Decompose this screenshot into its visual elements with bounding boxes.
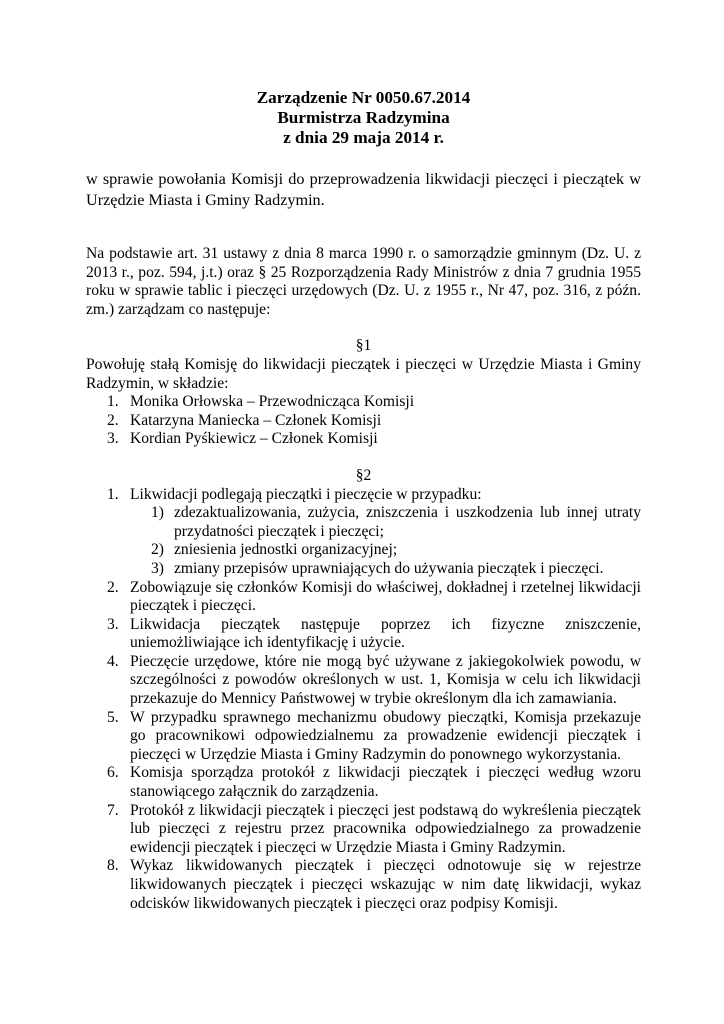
sub-list-item-text: zdezaktualizowania, zużycia, zniszczenia i uszkodzenia lub innej utraty przydatności pieczątek i pieczęci; bbox=[174, 504, 641, 540]
section-2-heading: §2 bbox=[355, 466, 372, 484]
list-item-text: Zobowiązuje się członków Komisji do właściwej, dokładnej i rzetelnej likwidacji pieczątek i pieczęci. bbox=[130, 578, 641, 615]
list-item bbox=[86, 802, 641, 858]
sub-list-item-number: 1) bbox=[151, 504, 164, 522]
list-item bbox=[86, 430, 641, 449]
list-item-number: 4. bbox=[107, 652, 119, 670]
list-item-text: Pieczęcie urzędowe, które nie mogą być używane z jakiegokolwiek powodu, w szczególności z powodów określonych w ust. 1, Komisja w celu ich likwidacji przekazuje do Mennicy Państwowej w trybie określonym dla ich zamawiania. bbox=[130, 652, 641, 708]
list-item-number: 1. bbox=[107, 485, 119, 503]
list-item bbox=[86, 653, 641, 709]
document-page bbox=[86, 88, 641, 913]
list-item bbox=[86, 709, 641, 765]
list-item-text: Kordian Pyśkiewicz – Członek Komisji bbox=[130, 430, 378, 448]
list-item bbox=[86, 764, 641, 801]
section-1-intro: Powołuję stałą Komisję do likwidacji pieczątek i pieczęci w Urzędzie Miasta i Gminy Radzymin, w składzie: bbox=[86, 355, 641, 392]
document-title bbox=[86, 88, 641, 148]
list-item-text: Monika Orłowska – Przewodnicząca Komisji bbox=[130, 393, 415, 411]
list-item-text: Likwidacja pieczątek następuje poprzez ich fizyczne zniszczenie, uniemożliwiające ich identyfikację i użycie. bbox=[130, 615, 641, 652]
sub-list-item bbox=[130, 541, 641, 560]
legal-basis: Na podstawie art. 31 ustawy z dnia 8 marca 1990 r. o samorządzie gminnym (Dz. U. z 2013 r., poz. 594, j.t.) oraz § 25 Rozporządzenia Rady Ministrów z dnia 7 grudnia 1955 roku w sprawie tablic i pieczęci urzędowych (Dz. U. z 1955 r., Nr 47, poz. 316, z późn. zm.) zarządzam co następuje: bbox=[86, 245, 641, 318]
list-item bbox=[86, 616, 641, 653]
list-item-text: Likwidacji podlegają pieczątki i pieczęcie w przypadku: bbox=[130, 485, 482, 503]
list-item bbox=[86, 857, 641, 913]
list-item-number: 7. bbox=[107, 801, 119, 819]
sub-list-item-text: zniesienia jednostki organizacyjnej; bbox=[174, 541, 398, 559]
title-line-1: Zarządzenie Nr 0050.67.2014 bbox=[256, 88, 471, 107]
sub-list-item bbox=[130, 560, 641, 579]
title-line-3: z dnia 29 maja 2014 r. bbox=[283, 128, 444, 147]
list-item-number: 5. bbox=[107, 708, 119, 726]
list-item-text: Komisja sporządza protokół z likwidacji pieczątek i pieczęci według wzoru stanowiącego załącznik do zarządzenia. bbox=[130, 764, 641, 801]
list-item-number: 1. bbox=[107, 393, 119, 411]
list-item-number: 3. bbox=[107, 615, 119, 633]
list-item bbox=[86, 579, 641, 616]
section-2-list bbox=[86, 486, 641, 914]
list-item-text: Katarzyna Maniecka – Członek Komisji bbox=[130, 411, 382, 429]
document-subject: w sprawie powołania Komisji do przeprowadzenia likwidacji pieczęci i pieczątek w Urzędzie Miasta i Gminy Radzymin. bbox=[86, 170, 641, 209]
section-1-heading: §1 bbox=[355, 337, 372, 355]
list-item-text: Wykaz likwidowanych pieczątek i pieczęci odnotowuje się w rejestrze likwidowanych pieczątek i pieczęci wskazując w nim datę likwidacji, wykaz odcisków likwidowanych pieczątek i pieczęci oraz podpisy Komisji. bbox=[130, 857, 641, 912]
sub-list-item-number: 2) bbox=[151, 541, 164, 559]
sub-list-item-number: 3) bbox=[151, 559, 164, 577]
list-item-text: W przypadku sprawnego mechanizmu obudowy pieczątki, Komisja przekazuje go pracownikowi odpowiedzialnemu za prowadzenie ewidencji pieczątek i pieczęci w Urzędzie Miasta i Gminy Radzymin do ponownego wykorzystania. bbox=[130, 708, 641, 763]
list-item-number: 2. bbox=[107, 578, 119, 596]
list-item-number: 3. bbox=[107, 430, 119, 448]
list-item-number: 6. bbox=[107, 764, 119, 782]
sub-list-item bbox=[130, 504, 641, 541]
list-item bbox=[86, 393, 641, 412]
list-item-number: 8. bbox=[107, 857, 119, 875]
title-line-2: Burmistrza Radzymina bbox=[277, 108, 450, 127]
list-item bbox=[86, 412, 641, 431]
commission-members-list bbox=[86, 393, 641, 449]
list-item-text: Protokół z likwidacji pieczątek i pieczęci jest podstawą do wykreślenia pieczątek lub pieczęci z rejestru przez pracownika odpowiedzialnego za prowadzenie ewidencji pieczątek i pieczęci w Urzędzie Miasta i Gminy Radzymin. bbox=[130, 801, 641, 856]
list-item bbox=[86, 486, 641, 579]
sub-list-item-text: zmiany przepisów uprawniających do używania pieczątek i pieczęci. bbox=[174, 559, 604, 577]
sub-list bbox=[130, 504, 641, 578]
list-item-number: 2. bbox=[107, 411, 119, 429]
